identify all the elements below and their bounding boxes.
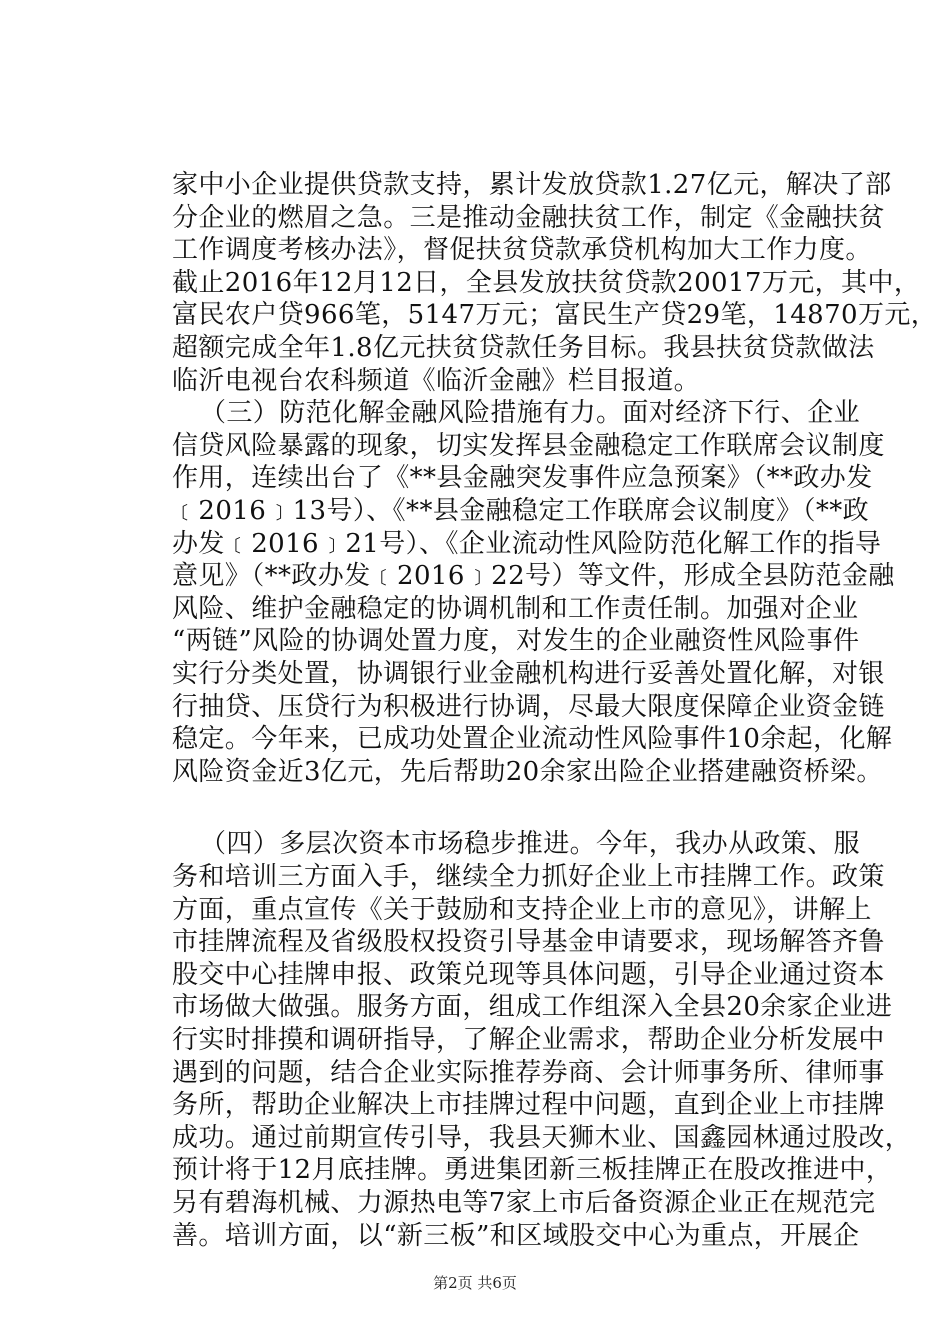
text-line: 成功。通过前期宣传引导，我县天狮木业、国鑫园林通过股改， <box>172 1123 912 1153</box>
text-line: 工作调度考核办法》，督促扶贫贷款承贷机构加大工作力度。 <box>172 235 872 265</box>
text-line: 市场做大做强。服务方面，组成工作组深入全县20余家企业进 <box>172 992 893 1022</box>
text-line: 富民农户贷966笔，5147万元；富民生产贷29笔，14870万元， <box>172 300 938 330</box>
text-line: 实行分类处置，协调银行业金融机构进行妥善处置化解，对银 <box>172 659 885 689</box>
text-line: 遇到的问题，结合企业实际推荐券商、会计师事务所、律师事 <box>172 1058 885 1088</box>
text-line: 截止2016年12月12日，全县发放扶贫贷款20017万元，其中， <box>172 268 921 298</box>
text-line: 分企业的燃眉之急。三是推动金融扶贫工作，制定《金融扶贫 <box>172 203 885 233</box>
text-line: 意见》（**政办发﹝2016﹞22号）等文件，形成全县防范金融 <box>172 561 895 591</box>
page-number: 第2页 共6页 <box>433 1274 517 1292</box>
text-line: “两链”风险的协调处置力度，对发生的企业融资性风险事件 <box>172 626 860 656</box>
text-line: 超额完成全年1.8亿元扶贫贷款任务目标。我县扶贫贷款做法 <box>172 333 875 363</box>
text-line: 务和培训三方面入手，继续全力抓好企业上市挂牌工作。政策 <box>172 862 885 892</box>
text-line: 风险、维护金融稳定的协调机制和工作责任制。加强对企业 <box>172 594 859 624</box>
text-line: 家中小企业提供贷款支持，累计发放贷款1.27亿元，解决了部 <box>172 170 892 200</box>
text-line: 作用，连续出台了《**县金融突发事件应急预案》（**政办发 <box>172 463 873 493</box>
text-line: 善。培训方面，以“新三板”和区域股交中心为重点，开展企 <box>172 1221 860 1251</box>
text-line: 方面，重点宣传《关于鼓励和支持企业上市的意见》，讲解上 <box>172 895 872 925</box>
text-line: 稳定。今年来，已成功处置企业流动性风险事件10余起，化解 <box>172 724 893 754</box>
text-line: 行抽贷、压贷行为积极进行协调，尽最大限度保障企业资金链 <box>172 692 885 722</box>
text-line: 另有碧海机械、力源热电等7家上市后备资源企业正在规范完 <box>172 1188 876 1218</box>
paragraph-heading-line: （四）多层次资本市场稳步推进。今年，我办从政策、服 <box>200 829 861 859</box>
text-line: 行实时排摸和调研指导，了解企业需求，帮助企业分析发展中 <box>172 1025 885 1055</box>
text-line: 股交中心挂牌申报、政策兑现等具体问题，引导企业通过资本 <box>172 960 885 990</box>
text-line: 预计将于12月底挂牌。勇进集团新三板挂牌正在股改推进中， <box>172 1155 893 1185</box>
text-line: 务所，帮助企业解决上市挂牌过程中问题，直到企业上市挂牌 <box>172 1090 885 1120</box>
text-line: 办发﹝2016﹞21号）、《企业流动性风险防范化解工作的指导 <box>172 529 882 559</box>
paragraph-heading-line: （三）防范化解金融风险措施有力。面对经济下行、企业 <box>200 398 861 428</box>
text-line: 临沂电视台农科频道《临沂金融》栏目报道。 <box>172 366 701 396</box>
text-line: 市挂牌流程及省级股权投资引导基金申请要求，现场解答齐鲁 <box>172 927 885 957</box>
text-line: 信贷风险暴露的现象，切实发挥县金融稳定工作联席会议制度 <box>172 431 885 461</box>
text-line: ﹝2016﹞13号）、《**县金融稳定工作联席会议制度》（**政 <box>172 496 870 526</box>
text-line: 风险资金近3亿元，先后帮助20余家出险企业搭建融资桥梁。 <box>172 757 883 787</box>
